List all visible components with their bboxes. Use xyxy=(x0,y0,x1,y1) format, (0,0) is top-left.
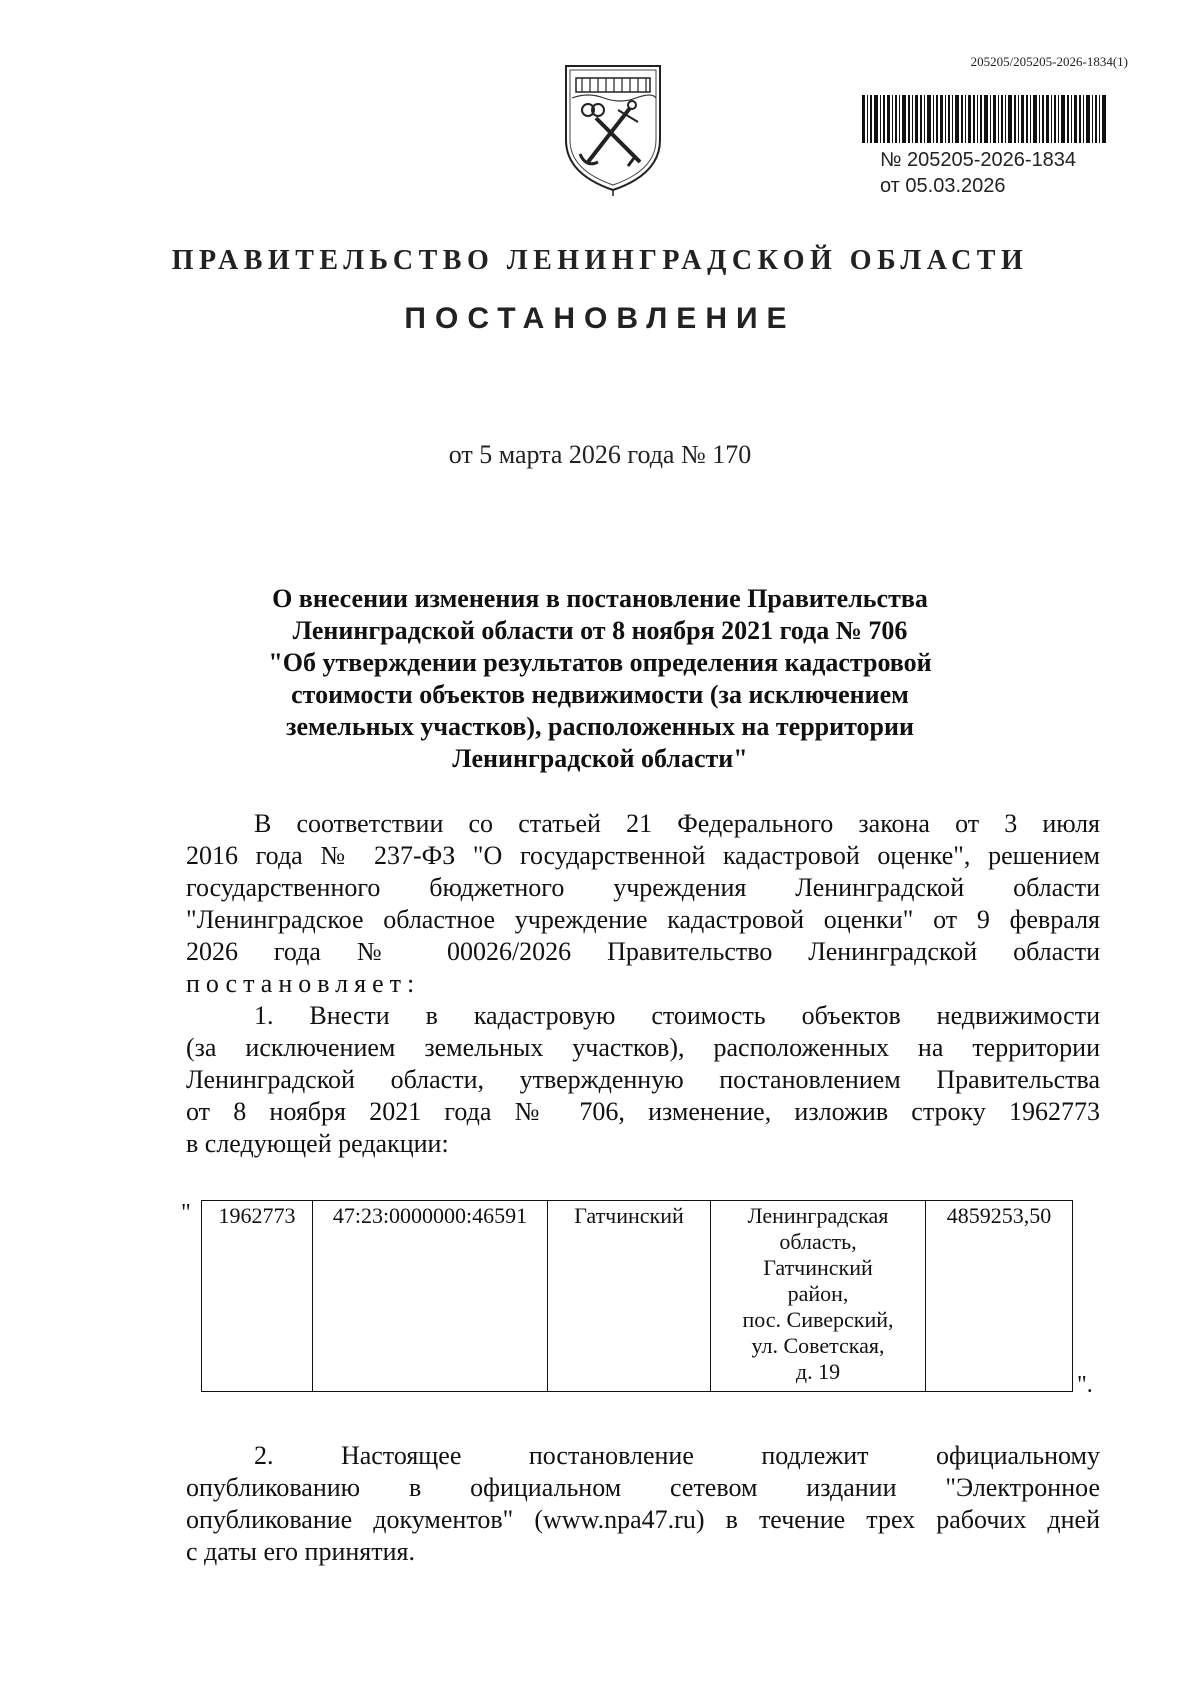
registration-date: от 05.03.2026 xyxy=(880,175,1006,197)
text-line: с даты его принятия. xyxy=(186,1537,415,1566)
text-line: в следующей редакции: xyxy=(186,1129,449,1158)
registration-number: № 205205-2026-1834 xyxy=(880,149,1077,171)
text-line: 2016 года № 237-ФЗ "О государственной кадастровой оценке", решением xyxy=(186,841,1100,870)
title-line: "Об утверждении результатов определения кадастровой xyxy=(268,648,932,677)
address-line: Ленинградская xyxy=(747,1203,889,1228)
address-line: пос. Сиверский, xyxy=(742,1307,894,1332)
cell-address xyxy=(711,1201,926,1392)
coat-of-arms-emblem xyxy=(558,62,668,198)
organization-heading: ПРАВИТЕЛЬСТВО ЛЕНИНГРАДСКОЙ ОБЛАСТИ xyxy=(171,245,1029,276)
title-line: Ленинградской области от 8 ноября 2021 года № 706 xyxy=(292,616,908,645)
quote-close: ". xyxy=(1077,1372,1093,1398)
title-line: О внесении изменения в постановление Правительства xyxy=(272,584,928,613)
amended-row-table xyxy=(181,1200,1101,1400)
address-line: ул. Советская, xyxy=(751,1333,885,1358)
item-2 xyxy=(186,1440,1100,1568)
text-line: (за исключением земельных участков), расположенных на территории xyxy=(186,1033,1100,1062)
barcode-image xyxy=(862,95,1106,143)
address-line: Гатчинский xyxy=(763,1255,873,1280)
text-line: государственного бюджетного учреждения Ленинградской области xyxy=(186,873,1100,902)
text-line-decree: постановляет: xyxy=(186,969,421,998)
text-line: "Ленинградское областное учреждение кадастровой оценки" от 9 февраля xyxy=(186,905,1100,934)
document-date-number: от 5 марта 2026 года № 170 xyxy=(448,440,752,469)
cell-cadastral-number: 47:23:0000000:46591 xyxy=(313,1201,548,1392)
address-line: район, xyxy=(787,1281,849,1306)
preamble-and-item-1 xyxy=(186,808,1100,1160)
cell-district: Гатчинский xyxy=(548,1201,711,1392)
title-line: стоимости объектов недвижимости (за исключением xyxy=(291,680,909,709)
quote-open: " xyxy=(181,1200,191,1226)
text-line: от 8 ноября 2021 года № 706, изменение, изложив строку 1962773 xyxy=(186,1097,1100,1126)
document-title xyxy=(150,583,1050,775)
address-line: д. 19 xyxy=(795,1359,841,1384)
text-line: опубликованию в официальном сетевом издании "Электронное xyxy=(186,1473,1100,1502)
text-line: опубликование документов" (www.npa47.ru) в течение трех рабочих дней xyxy=(186,1505,1100,1534)
registry-code: 205205/205205-2026-1834(1) xyxy=(970,54,1128,69)
registration-stamp xyxy=(880,147,1076,199)
table-row xyxy=(202,1201,1073,1392)
title-line: Ленинградской области" xyxy=(452,744,748,773)
cadastral-table xyxy=(201,1200,1073,1392)
title-line: земельных участков), расположенных на территории xyxy=(286,712,914,741)
text-line: 2. Настоящее постановление подлежит официальному xyxy=(254,1441,1100,1470)
cell-row-number: 1962773 xyxy=(202,1201,313,1392)
text-line: В соответствии со статьей 21 Федерального закона от 3 июля xyxy=(254,809,1100,838)
document-type-heading: ПОСТАНОВЛЕНИЕ xyxy=(404,302,796,335)
text-line: 1. Внести в кадастровую стоимость объектов недвижимости xyxy=(254,1001,1100,1030)
address-line: область, xyxy=(779,1229,857,1254)
text-line: 2026 года № 00026/2026 Правительство Ленинградской области xyxy=(186,937,1100,966)
cell-cadastral-value: 4859253,50 xyxy=(926,1201,1073,1392)
text-line: Ленинградской области, утвержденную постановлением Правительства xyxy=(186,1065,1100,1094)
